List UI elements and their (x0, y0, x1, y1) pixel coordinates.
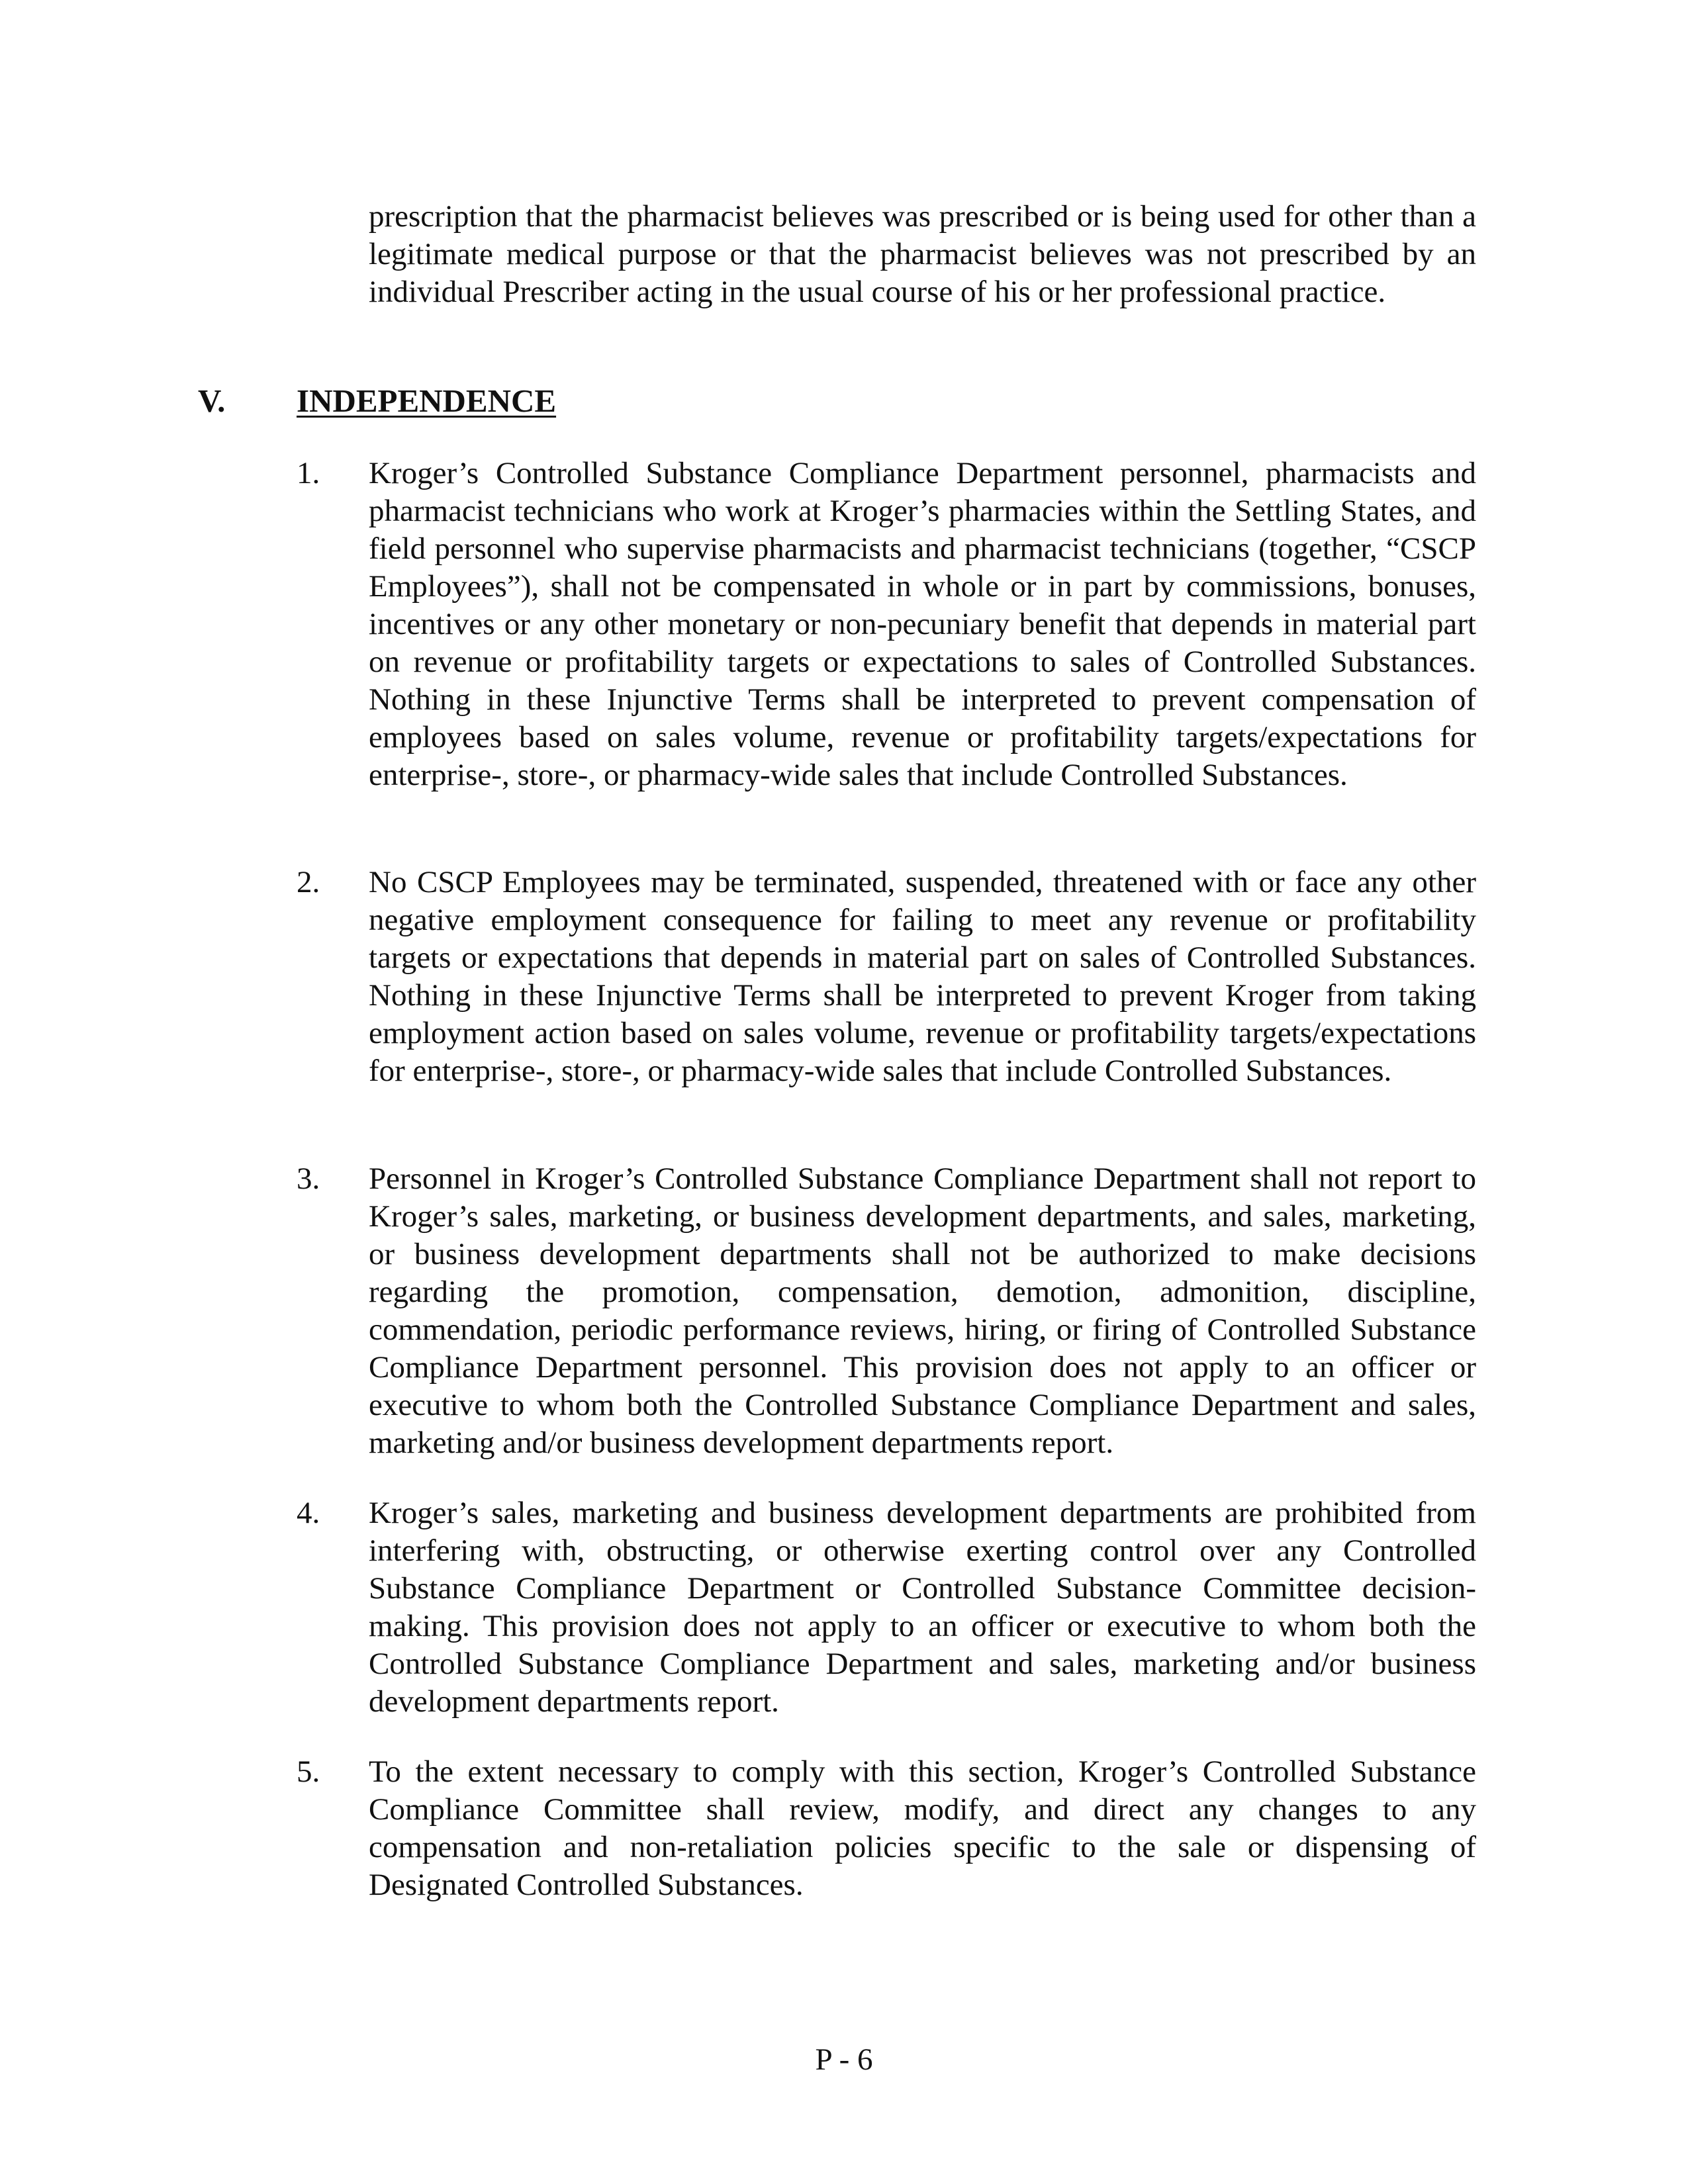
item-text: Kroger’s sales, marketing and business development departments are prohibited from interfering with, obstructing, or otherwise exerting control over any Controlled Substance Compliance Department or Controlled Substance Committee decision-making. This provision does not apply to an officer or executive to whom both the Controlled Substance Compliance Department and sales, marketing and/or business development departments report. (369, 1496, 1476, 1719)
section-title: INDEPENDENCE (297, 383, 557, 419)
item-number: 4. (297, 1496, 320, 1530)
page-number: P - 6 (815, 2042, 873, 2077)
item-number: 3. (297, 1161, 320, 1196)
continuation-paragraph: prescription that the pharmacist believes was prescribed or is being used for other than a legitimate medical purpose or that the pharmacist believes was not prescribed by an individual Prescriber acting in the usual course of his or her professional practice. (369, 199, 1476, 309)
item-text: Kroger’s Controlled Substance Compliance Department personnel, pharmacists and pharmacist technicians who work at Kroger’s pharmacies within the Settling States, and field personnel who supervise pharmacists and pharmacist technicians (together, “CSCP Employees”), shall not be compensated in whole or in part by commissions, bonuses, incentives or any other monetary or non-pecuniary benefit that depends in material part on revenue or profitability targets or expectations to sales of Controlled Substances. Nothing in these Injunctive Terms shall be interpreted to prevent compensation of employees based on sales volume, revenue or profitability targets/expectations for enterprise-, store-, or pharmacy-wide sales that include Controlled Substances. (369, 456, 1476, 792)
item-text: No CSCP Employees may be terminated, suspended, threatened with or face any other negative employment consequence for failing to meet any revenue or profitability targets or expectations that depends in material part on sales of Controlled Substances. Nothing in these Injunctive Terms shall be interpreted to prevent Kroger from taking employment action based on sales volume, revenue or profitability targets/expectations for enterprise-, store-, or pharmacy-wide sales that include Controlled Substances. (369, 865, 1476, 1088)
item-number: 1. (297, 456, 320, 490)
section-number: V. (198, 383, 226, 419)
item-number: 5. (297, 1754, 320, 1789)
item-text: To the extent necessary to comply with this section, Kroger’s Controlled Substance Compliance Committee shall review, modify, and direct any changes to any compensation and non-retaliation policies specific to the sale or dispensing of Designated Controlled Substances. (369, 1754, 1476, 1902)
item-number: 2. (297, 865, 320, 899)
item-text: Personnel in Kroger’s Controlled Substance Compliance Department shall not report to Kroger’s sales, marketing, or business development departments, and sales, marketing, or business development departments shall not be authorized to make decisions regarding the promotion, compensation, demotion, admonition, discipline, commendation, periodic performance reviews, hiring, or firing of Controlled Substance Compliance Department personnel. This provision does not apply to an officer or executive to whom both the Controlled Substance Compliance Department and sales, marketing and/or business development departments report. (369, 1161, 1476, 1460)
